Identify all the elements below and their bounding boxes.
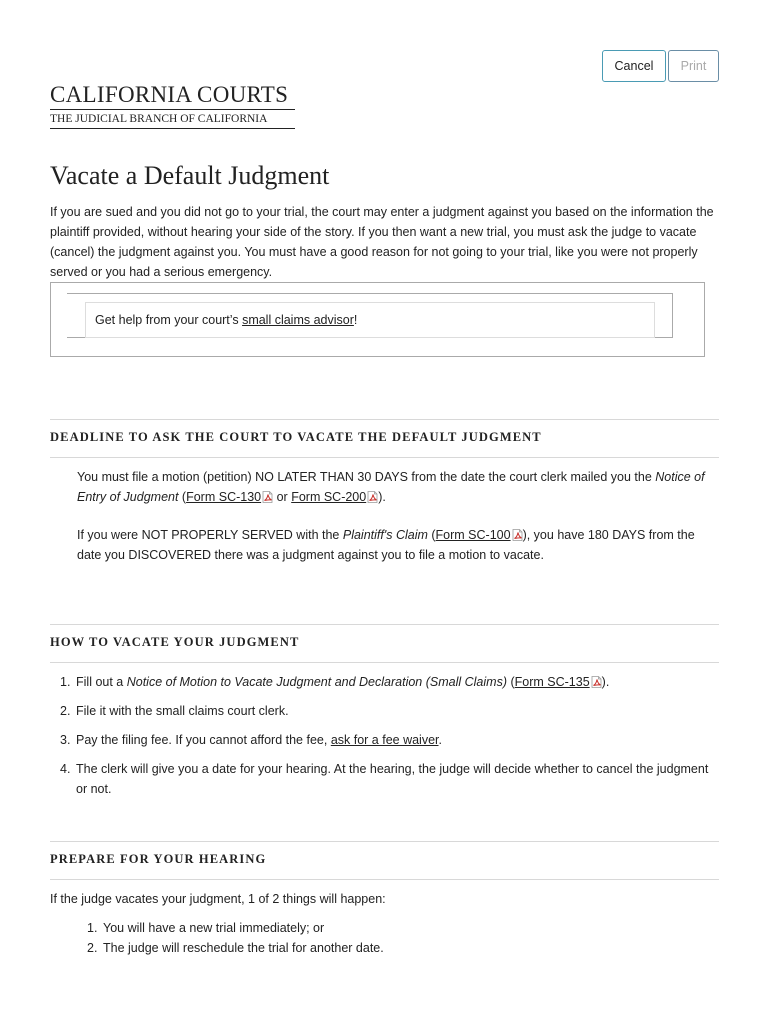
help-callout-text [85, 302, 655, 338]
prepare-intro: If the judge vacates your judgment, 1 of 2 things will happen: [50, 892, 386, 906]
logo-divider [50, 109, 295, 110]
section-divider [50, 419, 719, 420]
section-heading-prepare: PREPARE FOR YOUR HEARING [50, 852, 267, 866]
text: If you were NOT PROPERLY SERVED with the [77, 528, 343, 542]
fee-waiver-link[interactable]: ask for a fee waiver [330, 733, 439, 747]
help-callout-frame [67, 293, 673, 338]
list-item [50, 759, 719, 799]
list-item [77, 938, 717, 958]
section-divider [50, 879, 719, 880]
text: . [438, 733, 442, 747]
text: You must file a motion (petition) NO LATER THAN 30 DAYS from the date the court clerk mailed you the [77, 470, 656, 484]
form-sc-100-link[interactable] [436, 528, 523, 542]
section-heading-how: HOW TO VACATE YOUR JUDGMENT [50, 635, 300, 649]
list-number: 1. [87, 921, 98, 935]
california-courts-logo[interactable] [50, 82, 295, 129]
link-label: Form SC-135 [514, 675, 590, 689]
link-label: Form SC-200 [291, 490, 367, 504]
list-item [77, 918, 717, 938]
list-item [50, 672, 719, 692]
list-number: 2. [87, 941, 98, 955]
text: The clerk will give you a date for your hearing. At the hearing, the judge will decide whether to cancel the judgment or not. [76, 762, 709, 796]
deadline-paragraph-2 [77, 525, 717, 565]
text: ( [427, 528, 436, 542]
form-title: Notice of Motion to Vacate Judgment and Declaration (Small Claims) [126, 675, 507, 689]
text: Fill out a [76, 675, 127, 689]
help-callout [50, 282, 705, 357]
intro-paragraph: If you are sued and you did not go to your trial, the court may enter a judgment against you based on the information the plaintiff provided, without hearing your side of the story. If you then want a new trial, you must ask the judge to vacate (cancel) the judgment against you. You must have a good reason for not going to your trial, like you were not properly served or you had a serious emergency. [50, 205, 714, 279]
logo-subtitle: THE JUDICIAL BRANCH OF CALIFORNIA [50, 113, 268, 125]
list-item [50, 730, 719, 750]
plaintiffs-claim-title: Plaintiff's Claim [342, 528, 428, 542]
help-text: Get help from your court’s [95, 313, 243, 327]
text: File it with the small claims court clerk. [76, 704, 289, 718]
help-text-suffix: ! [353, 313, 358, 327]
text: or [273, 490, 292, 504]
deadline-paragraph-1 [77, 467, 717, 507]
pdf-icon [591, 676, 602, 688]
page-title: Vacate a Default Judgment [50, 161, 330, 190]
section-divider [50, 841, 719, 842]
text: Pay the filing fee. If you cannot afford the fee, [76, 733, 331, 747]
form-sc-130-link[interactable] [186, 490, 273, 504]
text: ). [378, 490, 386, 504]
pdf-icon [512, 529, 523, 541]
text: ), you have 180 DAYS from the date you DISCOVERED there was a judgment against you to file a motion to vacate. [77, 528, 695, 562]
notice-of-entry-title: Notice of Entry of Judgment [77, 470, 705, 504]
text: ( [178, 490, 187, 504]
section-divider [50, 662, 719, 663]
form-sc-200-link[interactable] [291, 490, 378, 504]
logo-title: CALIFORNIA COURTS [50, 82, 289, 107]
form-sc-135-link[interactable] [515, 675, 602, 689]
link-label: Form SC-130 [186, 490, 262, 504]
prepare-outcomes-list [77, 918, 717, 958]
how-steps-list [50, 672, 719, 799]
pdf-icon [367, 491, 378, 503]
text: You will have a new trial immediately; or [103, 921, 325, 935]
section-divider [50, 624, 719, 625]
link-label: Form SC-100 [435, 528, 511, 542]
cancel-button[interactable]: Cancel [602, 50, 666, 82]
pdf-icon [262, 491, 273, 503]
list-number: 1. [60, 675, 71, 689]
section-divider [50, 457, 719, 458]
list-item [50, 701, 719, 721]
list-number: 3. [60, 733, 71, 747]
print-button[interactable]: Print [668, 50, 719, 82]
small-claims-advisor-link[interactable]: small claims advisor [242, 313, 354, 327]
section-heading-deadline: DEADLINE TO ASK THE COURT TO VACATE THE DEFAULT JUDGMENT [50, 430, 542, 444]
logo-divider-bottom [50, 128, 295, 129]
text: The judge will reschedule the trial for another date. [103, 941, 384, 955]
text: ). [601, 675, 610, 689]
list-number: 4. [60, 762, 71, 776]
text: ( [506, 675, 515, 689]
list-number: 2. [60, 704, 71, 718]
